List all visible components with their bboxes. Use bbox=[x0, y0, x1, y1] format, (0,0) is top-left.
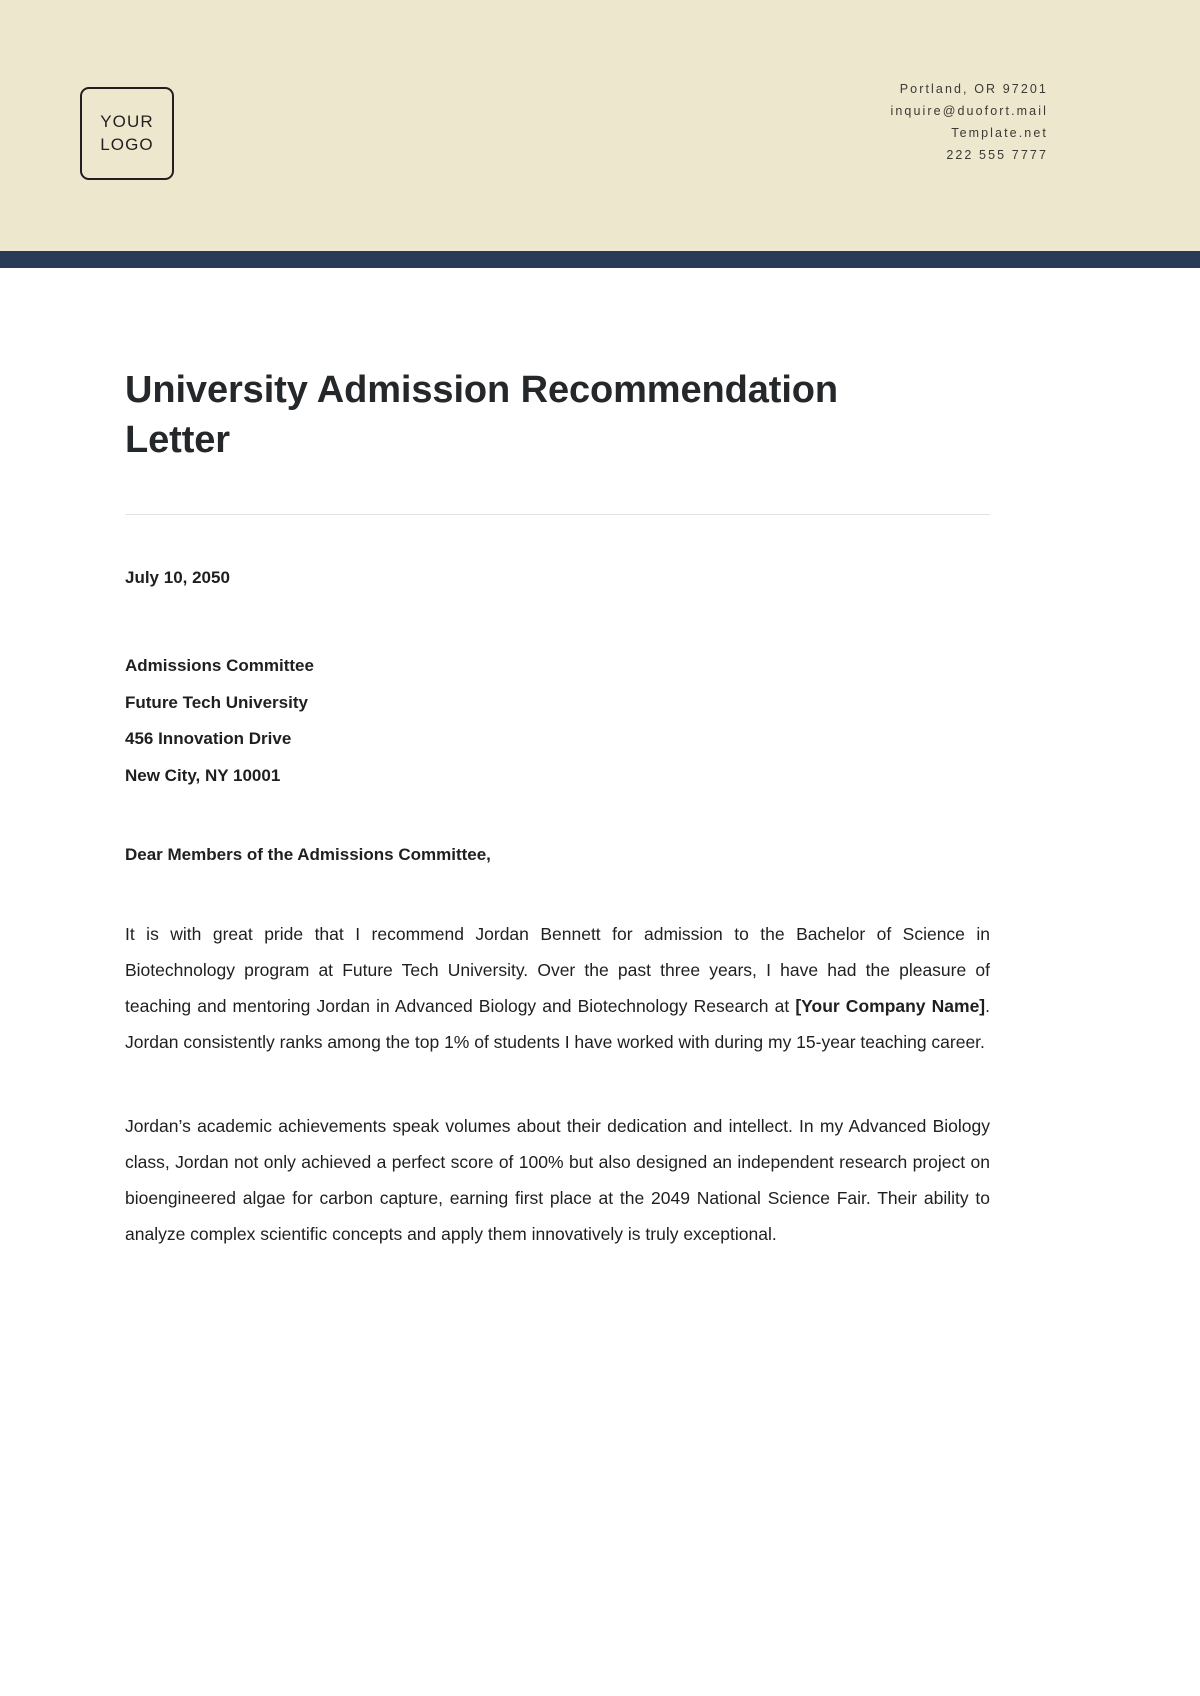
logo-text-line-1: YOUR bbox=[100, 111, 154, 131]
contact-phone: 222 555 7777 bbox=[946, 148, 1048, 162]
paragraph-1-text-after: . Jordan consistently ranks among the top 1% of students I have worked with during my 15-year teaching career. bbox=[125, 996, 991, 1052]
salutation: Dear Members of the Admissions Committee, bbox=[125, 845, 491, 864]
contact-website: Template.net bbox=[951, 126, 1048, 140]
logo-text-line-2: LOGO bbox=[100, 134, 154, 154]
letter-content bbox=[125, 268, 990, 1270]
page-title: University Admission Recommendation Letter bbox=[125, 369, 839, 461]
body-paragraph-1 bbox=[125, 916, 990, 1060]
body-paragraph-2: Jordan’s academic achievements speak volumes about their dedication and intellect. In my Advanced Biology class, Jordan not only achieved a perfect score of 100% but also designed an independent research project on bioengineered algae for carbon capture, earning first place at the 2049 National Science Fair. Their ability to analyze complex scientific concepts and apply them innovatively is truly exceptional. bbox=[125, 1116, 990, 1244]
recipient-line: 456 Innovation Drive bbox=[125, 729, 292, 748]
recipient-line: Future Tech University bbox=[125, 692, 308, 712]
recipient-line: Admissions Committee bbox=[125, 656, 314, 675]
letterhead-header bbox=[0, 0, 1200, 251]
letter-date: July 10, 2050 bbox=[125, 568, 230, 587]
paragraph-1-text-before: It is with great pride that I recommend Jordan Bennett for admission to the Bachelor of Science in Biotechnology program at Future Tech University. Over the past three years, I have had the pleasure of teaching and mentoring Jordan in Advanced Biology and Biotechnology Research at bbox=[125, 924, 990, 1016]
recipient-address-block bbox=[125, 648, 990, 794]
contact-address: Portland, OR 97201 bbox=[899, 82, 1048, 96]
contact-email: inquire@duofort.mail bbox=[890, 104, 1048, 118]
accent-bar bbox=[0, 251, 1200, 268]
title-divider bbox=[125, 514, 990, 515]
logo-placeholder bbox=[80, 87, 174, 180]
recipient-line: New City, NY 10001 bbox=[125, 765, 281, 785]
company-name-placeholder: [Your Company Name] bbox=[795, 996, 986, 1016]
contact-info-block bbox=[890, 78, 1048, 166]
